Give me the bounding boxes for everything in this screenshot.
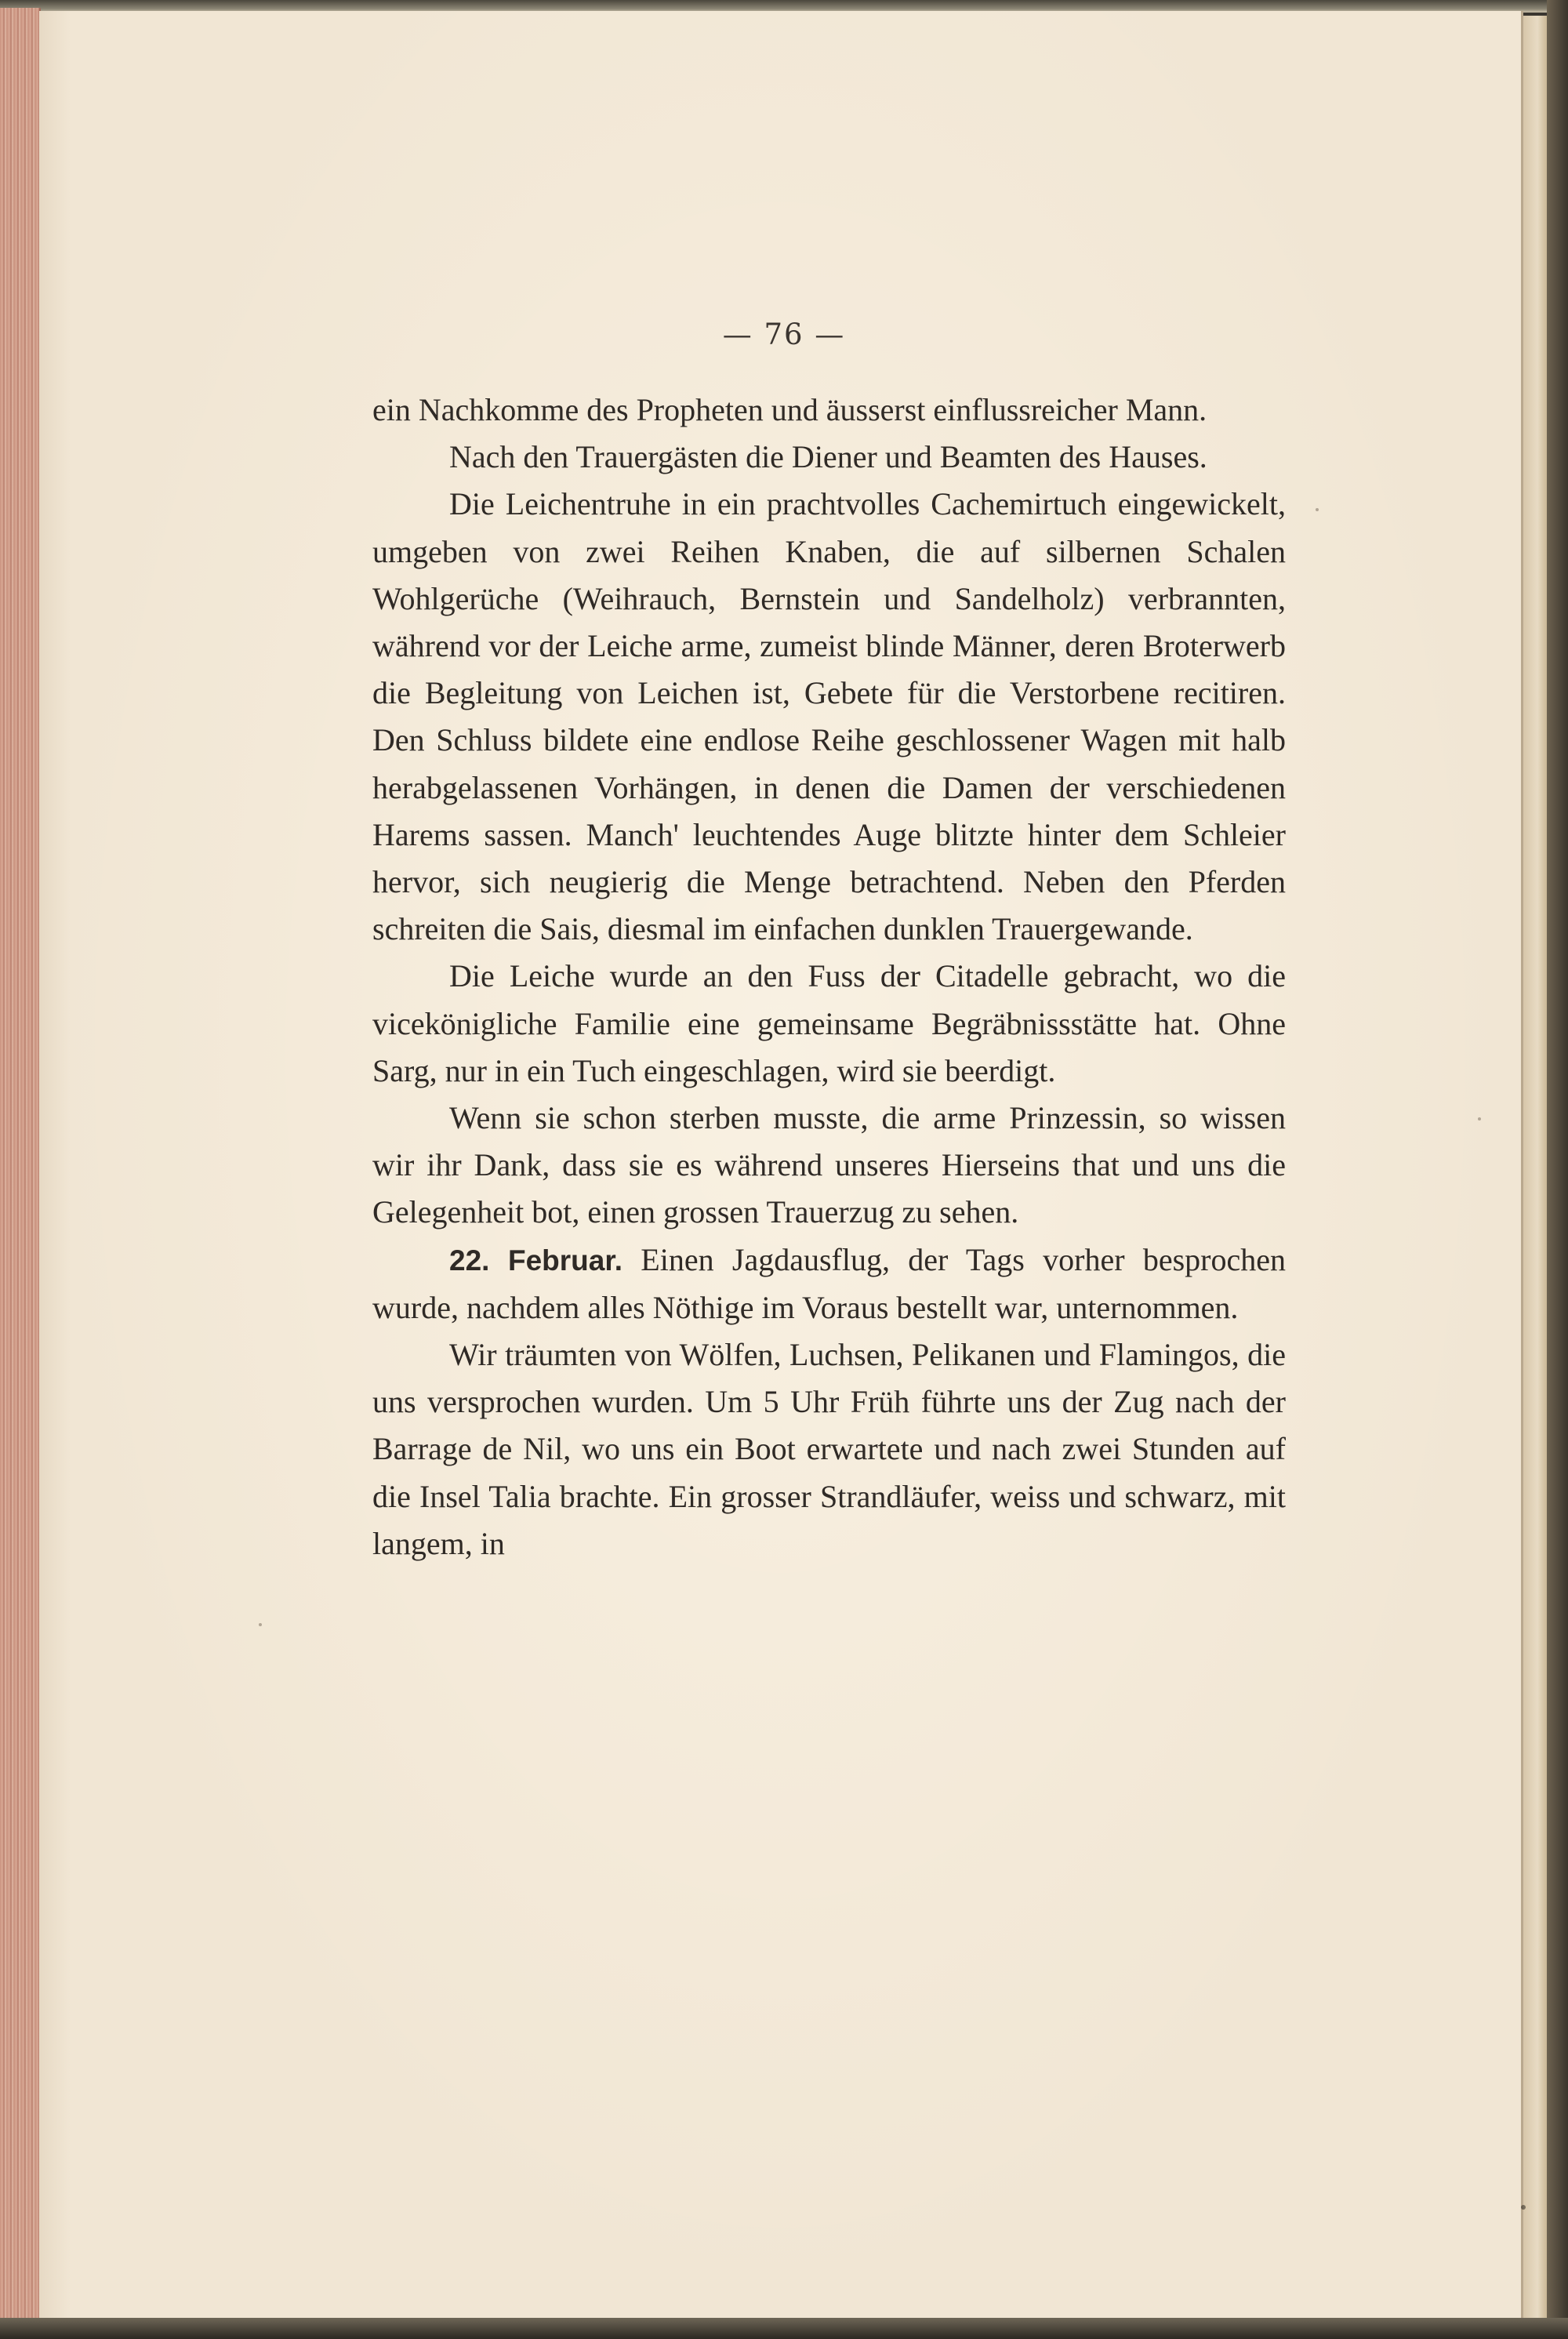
paragraph xyxy=(372,387,1286,434)
paragraph xyxy=(372,953,1286,1095)
paper-speck xyxy=(259,1623,262,1626)
diary-entry xyxy=(372,1237,1286,1331)
paragraph xyxy=(372,434,1286,481)
paragraph xyxy=(372,1095,1286,1237)
paragraph-text: Wir träumten von Wölfen, Luchsen, Pelikanen und Flamingos, die uns versprochen wurden. Um 5 Uhr Früh führte uns der Zug nach der Barrage de Nil, wo uns ein Boot erwartete und nach zwei Stunden auf die Insel Talia brachte. Ein grosser Strandläufer, weiss und schwarz, mit langem, in xyxy=(372,1337,1286,1561)
paragraph-text: Die Leichentruhe in ein prachtvolles Cachemirtuch eingewickelt, umgeben von zwei Reihen Knaben, die auf silbernen Schalen Wohlgerüche (Weihrauch, Bernstein und Sandelholz) verbrannten, während vor der Leiche arme, zumeist blinde Männer, deren Broterwerb die Begleitung von Leichen ist, Gebete für die Verstorbene recitiren. Den Schluss bildete eine endlose Reihe geschlossener Wagen mit halb herabgelassenen Vorhängen, in denen die Damen der verschiedenen Harems sassen. Manch' leuchtendes Auge blitzte hinter dem Schleier hervor, sich neugierig die Menge betrachtend. Neben den Pferden schreiten die Sais, diesmal im einfachen dunklen Trauergewande. xyxy=(372,486,1286,947)
bottom-edge-shadow xyxy=(0,2318,1568,2339)
page-edge-stack xyxy=(0,8,41,2325)
paragraph-text: Wenn sie schon sterben musste, die arme Prinzessin, so wissen wir ihr Dank, dass sie es während unseres Hierseins that und uns die Gelegenheit bot, einen grossen Trauerzug zu sehen. xyxy=(372,1100,1286,1230)
paragraph-text: Einen Jagdausflug, der Tags vorher besprochen wurde, nachdem alles Nöthige im Voraus bestellt war, unternommen. xyxy=(372,1241,1287,1325)
paper-speck xyxy=(1521,2205,1526,2210)
body-text xyxy=(372,387,1286,1567)
entry-date: 22. Februar. xyxy=(449,1244,623,1277)
paper-speck xyxy=(1478,1117,1481,1120)
paper-speck xyxy=(1316,508,1319,511)
next-leaf-edge xyxy=(1523,16,1547,2321)
paragraph xyxy=(372,481,1286,953)
paragraph-text: Nach den Trauergästen die Diener und Beamten des Hauses. xyxy=(449,439,1207,475)
page-number: — 76 — xyxy=(722,318,846,351)
paragraph xyxy=(372,1331,1286,1567)
paragraph-text: Die Leiche wurde an den Fuss der Citadelle gebracht, wo die vicekönigliche Familie eine gemeinsame Begräbnissstätte hat. Ohne Sarg, nur in ein Tuch eingeschlagen, wird sie beerdigt. xyxy=(372,958,1286,1088)
paragraph-text: ein Nachkomme des Propheten und äusserst einflussreicher Mann. xyxy=(372,392,1207,427)
